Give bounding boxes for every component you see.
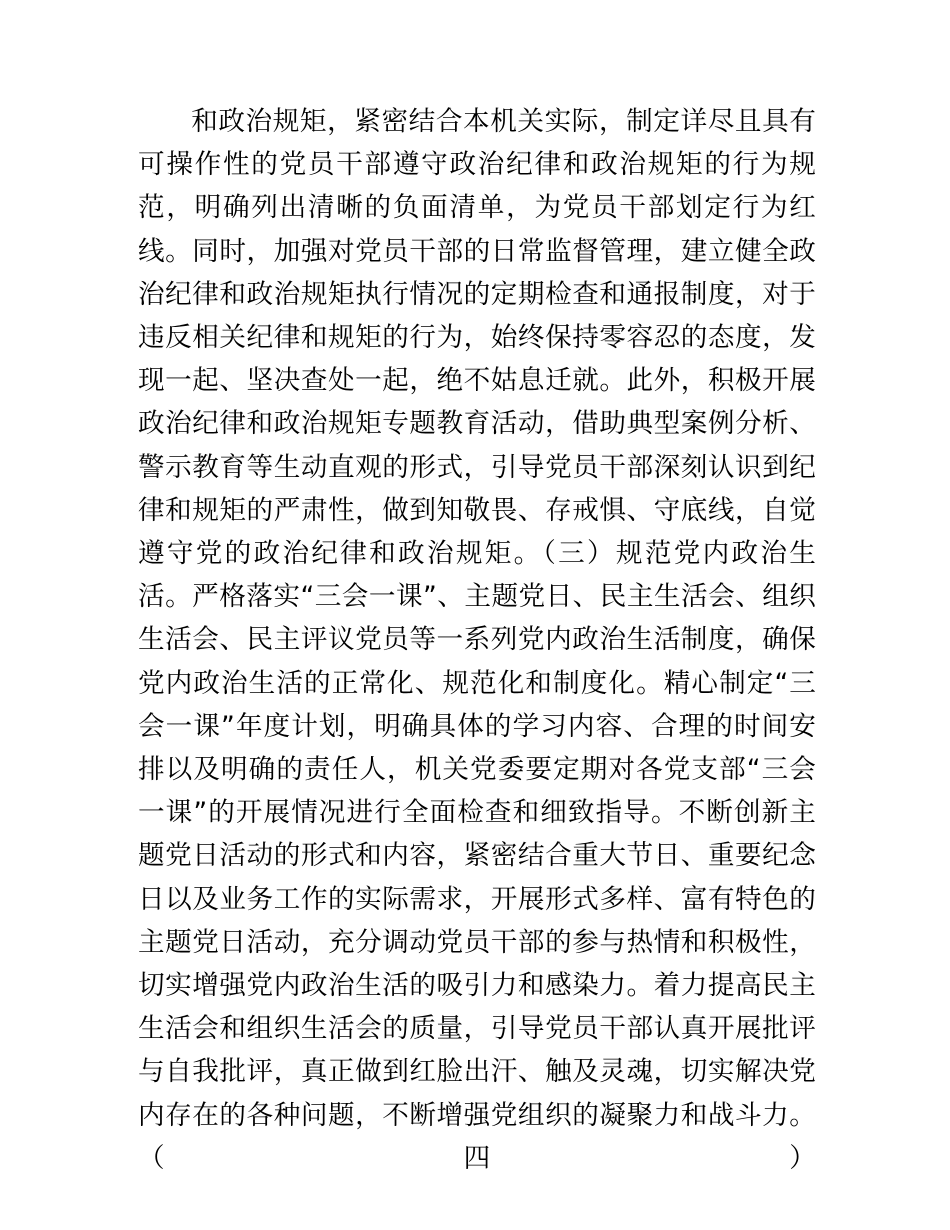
body-paragraph: 和政治规矩，紧密结合本机关实际，制定详尽且具有可操作性的党员干部遵守政治纪律和政治规矩的行为规范，明确列出清晰的负面清单，为党员干部划定行为红线。同时，加强对党员干部的日常监督管理，建立健全政治纪律和政治规矩执行情况的定期检查和通报制度，对于违反相关纪律和规矩的行为，始终保持零容忍的态度，发现一起、坚决查处一起，绝不姑息迁就。此外，积极开展政治纪律和政治规矩专题教育活动，借助典型案例分析、警示教育等生动直观的形式，引导党员干部深刻认识到纪律和规矩的严肃性，做到知敬畏、存戒惧、守底线，自觉遵守党的政治纪律和政治规矩。（三）规范党内政治生活。严格落实“三会一课”、主题党日、民主生活会、组织生活会、民主评议党员等一系列党内政治生活制度，确保党内政治生活的正常化、规范化和制度化。精心制定“三会一课”年度计划，明确具体的学习内容、合理的时间安排以及明确的责任人，机关党委要定期对各党支部“三会一课”的开展情况进行全面检查和细致指导。不断创新主题党日活动的形式和内容，紧密结合重大节日、重要纪念日以及业务工作的实际需求，开展形式多样、富有特色的主题党日活动，充分调动党员干部的参与热情和积极性，切实增强党内政治生活的吸引力和感染力。着力提高民主生活会和组织生活会的质量，引导党员干部认真开展批评与自我批评，真正做到红脸出汗、触及灵魂，切实解决党内存在的各种问题，不断增强党组织的凝聚力和战斗力。（四）	[138, 106, 816, 1174]
document-body	[138, 100, 816, 1223]
